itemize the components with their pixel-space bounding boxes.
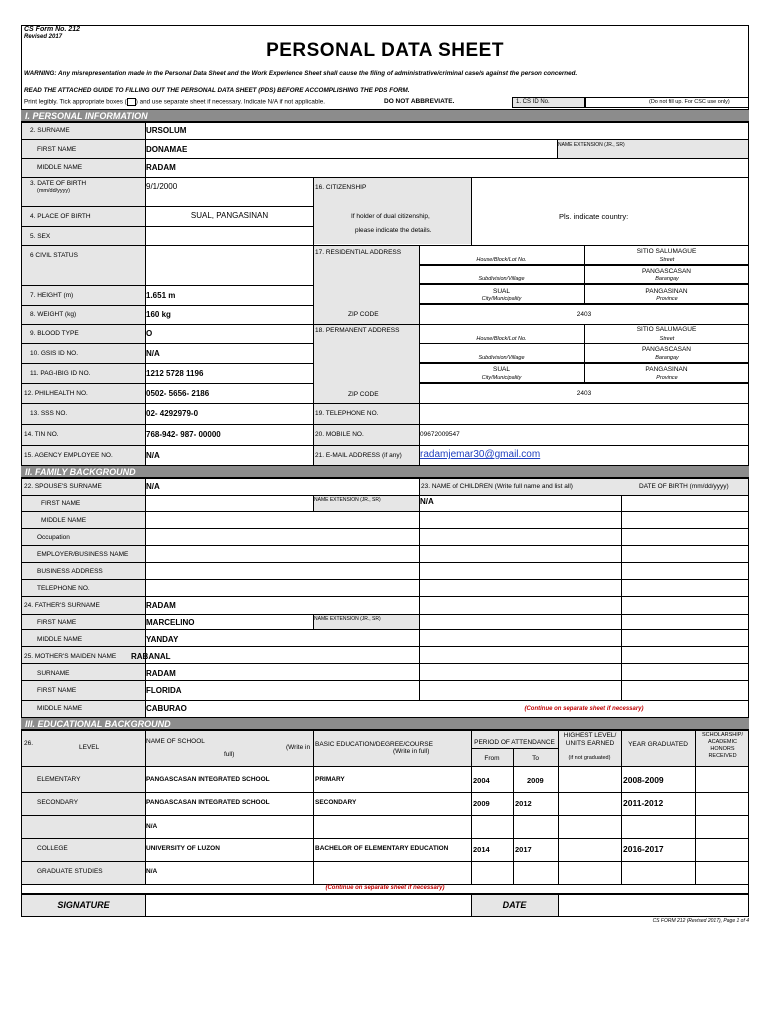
- perm-street-label: Street: [585, 336, 749, 344]
- res-province-value[interactable]: PANGASINAN: [645, 288, 688, 295]
- edu-school-write-b: full): [224, 751, 235, 758]
- spouse-ext-label: NAME EXTENSION (JR., SR): [314, 497, 381, 503]
- pob-label: 4. PLACE OF BIRTH: [30, 213, 91, 220]
- spouse-label: 22. SPOUSE'S SURNAME: [24, 483, 102, 490]
- mother-maiden-value[interactable]: RABANAL: [131, 652, 171, 661]
- surname-value[interactable]: URSOLUM: [146, 126, 187, 135]
- edu-school-label: NAME OF SCHOOL: [146, 738, 205, 745]
- edu-row-to[interactable]: 2012: [515, 799, 532, 808]
- sss-label: 13. SSS NO.: [30, 410, 68, 417]
- weight-label: 8. WEIGHT (kg): [30, 311, 77, 318]
- edu-num: 26.: [24, 740, 34, 747]
- permanent-label: 18. PERMANENT ADDRESS: [315, 327, 400, 334]
- edu-row-level: SECONDARY: [37, 799, 79, 806]
- blood-value[interactable]: O: [146, 329, 153, 338]
- education-continue-note: (Continue on separate sheet if necessary): [325, 885, 445, 891]
- edu-row-course[interactable]: SECONDARY: [315, 799, 357, 806]
- business-address-label: BUSINESS ADDRESS: [37, 568, 103, 575]
- edu-row-level: COLLEGE: [37, 845, 68, 852]
- residential-label: 17. RESIDENTIAL ADDRESS: [315, 249, 402, 256]
- edu-row-from[interactable]: 2009: [473, 799, 490, 808]
- philhealth-value[interactable]: 0502- 5656- 2186: [146, 389, 210, 398]
- sex-label: 5. SEX: [30, 233, 51, 240]
- edu-row-school[interactable]: N/A: [146, 823, 158, 830]
- print-note-a: Print legibly. Tick appropriate boxes (: [24, 98, 127, 106]
- street-label: Street: [585, 257, 749, 265]
- spouse-middle-label: MIDDLE NAME: [41, 517, 87, 524]
- mobile-value[interactable]: 09672009547: [420, 431, 460, 438]
- edu-school-write-a: (Write in: [286, 744, 311, 751]
- weight-value[interactable]: 160 kg: [146, 310, 171, 319]
- first-name-label: FIRST NAME: [37, 146, 77, 153]
- pls-indicate-country: Pls. indicate country:: [559, 212, 629, 221]
- edu-row-school[interactable]: PANGASCASAN INTEGRATED SCHOOL: [146, 799, 270, 806]
- father-first-label: FIRST NAME: [37, 619, 77, 626]
- edu-row-school[interactable]: UNIVERSITY OF LUZON: [146, 845, 220, 852]
- mother-first-value[interactable]: FLORIDA: [146, 686, 182, 695]
- perm-subdivision-label: Subdivision/Village: [419, 355, 584, 363]
- edu-row-year[interactable]: 2008-2009: [623, 775, 664, 785]
- edu-course-label: BASIC EDUCATION/DEGREE/COURSE: [315, 741, 433, 748]
- edu-row-course[interactable]: PRIMARY: [315, 776, 345, 783]
- father-middle-label: MIDDLE NAME: [37, 636, 83, 643]
- section-personal-bar: I. PERSONAL INFORMATION: [21, 109, 749, 122]
- surname-label: 2. SURNAME: [30, 127, 70, 134]
- perm-province-label: Province: [585, 375, 749, 383]
- form-revised: Revised 2017: [24, 34, 63, 40]
- edu-row-level: ELEMENTARY: [37, 776, 81, 783]
- guide-text: READ THE ATTACHED GUIDE TO FILLING OUT THE PERSONAL DATA SHEET (PDS) BEFORE ACCOMPLISHING THE PDS FORM.: [24, 87, 410, 94]
- page-footer: CS FORM 212 (Revised 2017), Page 1 of 4: [652, 918, 749, 924]
- province-label: Province: [585, 296, 749, 304]
- dual-citizenship-b: please indicate the details.: [355, 227, 432, 234]
- signature-label: SIGNATURE: [57, 900, 110, 910]
- civil-status-label: 6 CIVIL STATUS: [30, 252, 78, 259]
- edu-row-school[interactable]: PANGASCASAN INTEGRATED SCHOOL: [146, 776, 270, 783]
- philhealth-label: 12. PHILHEALTH NO.: [24, 390, 88, 397]
- pob-value[interactable]: SUAL, PANGASINAN: [190, 211, 269, 220]
- edu-year-label: YEAR GRADUATED: [628, 741, 688, 748]
- sss-value[interactable]: 02- 4292979-0: [146, 409, 199, 418]
- mother-middle-label: MIDDLE NAME: [37, 705, 83, 712]
- mobile-label: 20. MOBILE NO.: [315, 431, 364, 438]
- date-label: DATE: [502, 900, 527, 910]
- children-dob-label: DATE OF BIRTH (mm/dd/yyyy): [639, 483, 729, 490]
- father-first-value[interactable]: MARCELINO: [146, 618, 195, 627]
- cs-id-note: (Do not fill up. For CSC use only): [649, 99, 730, 105]
- res-zip-label: ZIP CODE: [348, 311, 379, 318]
- spouse-value[interactable]: N/A: [146, 482, 160, 491]
- res-street-value[interactable]: SITIO SALUMAGUE: [636, 248, 697, 255]
- father-surname-value[interactable]: RADAM: [146, 601, 176, 610]
- edu-to-label: To: [532, 755, 539, 762]
- perm-barangay-label: Barangay: [585, 355, 749, 363]
- edu-level-label: LEVEL: [79, 744, 100, 751]
- spouse-first-label: FIRST NAME: [41, 500, 81, 507]
- perm-city-value[interactable]: SUAL: [493, 366, 510, 373]
- city-label: City/Municipality: [419, 296, 584, 304]
- edu-period-label: PERIOD OF ATTENDANCE: [474, 739, 555, 746]
- employer-label: EMPLOYER/BUSINESS NAME: [37, 551, 129, 558]
- mother-first-label: FIRST NAME: [37, 687, 77, 694]
- edu-row-school[interactable]: N/A: [146, 868, 158, 875]
- perm-province-value[interactable]: PANGASINAN: [645, 366, 688, 373]
- mother-label: 25. MOTHER'S MAIDEN NAME: [24, 653, 117, 660]
- perm-zip-label: ZIP CODE: [348, 391, 379, 398]
- name-ext-label: NAME EXTENSION (JR., SR): [558, 142, 625, 148]
- edu-course-write: (Write in full): [393, 748, 430, 755]
- family-continue-note: (Continue on separate sheet if necessary): [524, 706, 644, 712]
- warning-text: WARNING: Any misrepresentation made in the Personal Data Sheet and the Work Experience Sheet shall cause the filing of administrative/criminal case/s against the person concerned.: [24, 70, 578, 77]
- barangay-label: Barangay: [585, 276, 749, 284]
- edu-honors-label: SCHOLARSHIP/ ACADEMIC HONORS RECEIVED: [702, 732, 743, 759]
- middle-name-value[interactable]: RADAM: [146, 163, 176, 172]
- section-family-bar: II. FAMILY BACKGROUND: [21, 465, 749, 478]
- edu-row-year[interactable]: 2011-2012: [623, 798, 664, 808]
- edu-highest-sub: (if not graduated): [568, 755, 611, 761]
- edu-row-level: GRADUATE STUDIES: [37, 868, 103, 875]
- subdivision-label: Subdivision/Village: [419, 276, 584, 284]
- section-education-bar: III. EDUCATIONAL BACKGROUND: [21, 717, 749, 730]
- edu-from-label: From: [484, 755, 500, 762]
- house-label: House/Block/Lot No.: [419, 257, 584, 265]
- agency-label: 15. AGENCY EMPLOYEE NO.: [24, 452, 113, 459]
- dual-citizenship-a: If holder of dual citizenship,: [351, 213, 430, 220]
- perm-zip-value[interactable]: 2403: [576, 390, 592, 397]
- edu-row-from[interactable]: 2004: [473, 776, 490, 785]
- perm-barangay-value[interactable]: PANGASCASAN: [641, 346, 691, 353]
- mother-middle-value[interactable]: CABURAO: [146, 704, 187, 713]
- cs-id-label: 1. CS ID No.: [516, 99, 550, 105]
- first-name-value[interactable]: DONAMAE: [146, 145, 188, 154]
- mother-surname-value[interactable]: RADAM: [146, 669, 176, 678]
- occupation-label: Occupation: [37, 534, 70, 541]
- res-barangay-value[interactable]: PANGASCASAN: [641, 268, 691, 275]
- perm-street-value[interactable]: SITIO SALUMAGUE: [636, 326, 697, 333]
- dob-value[interactable]: 9/1/2000: [146, 182, 178, 191]
- blood-label: 9. BLOOD TYPE: [30, 330, 79, 337]
- height-value[interactable]: 1.651 m: [146, 291, 176, 300]
- edu-highest-label: HIGHEST LEVEL/ UNITS EARNED: [563, 732, 617, 747]
- children-first-value[interactable]: N/A: [420, 497, 434, 506]
- dob-format: (mm/dd/yyyy): [37, 188, 70, 194]
- edu-row-to[interactable]: 2009: [527, 776, 544, 785]
- children-label: 23. NAME of CHILDREN (Write full name and list all): [421, 483, 573, 490]
- no-abbreviate: DO NOT ABBREVIATE.: [384, 98, 455, 105]
- edu-row-to[interactable]: 2017: [515, 845, 532, 854]
- family-label-col: [22, 479, 145, 717]
- email-label: 21. E-MAIL ADDRESS (if any): [315, 452, 402, 459]
- tin-value[interactable]: 768-942- 987- 00000: [146, 430, 221, 439]
- perm-city-label: City/Municipality: [419, 375, 584, 383]
- print-note: [24, 98, 325, 106]
- perm-house-label: House/Block/Lot No.: [419, 336, 584, 344]
- spouse-telephone-label: TELEPHONE NO.: [37, 585, 90, 592]
- dob-label: 3. DATE OF BIRTH: [30, 180, 87, 187]
- email-value[interactable]: radamjemar30@gmail.com: [420, 449, 541, 460]
- mother-surname-label: SURNAME: [37, 670, 70, 677]
- gsis-label: 10. GSIS ID NO.: [30, 350, 79, 357]
- res-zip-value[interactable]: 2403: [576, 311, 592, 318]
- height-label: 7. HEIGHT (m): [30, 292, 74, 299]
- citizenship-label: 16. CITIZENSHIP: [315, 184, 367, 191]
- edu-row-course[interactable]: BACHELOR OF ELEMENTARY EDUCATION: [315, 845, 449, 852]
- pagibig-label: 11. PAG-IBIG ID NO.: [30, 370, 91, 377]
- father-ext-label: NAME EXTENSION (JR., SR): [314, 616, 381, 622]
- page-title: PERSONAL DATA SHEET: [266, 40, 504, 61]
- gsis-value[interactable]: N/A: [146, 349, 160, 358]
- middle-name-label: MIDDLE NAME: [37, 164, 83, 171]
- res-city-value[interactable]: SUAL: [493, 288, 510, 295]
- telephone-label: 19. TELEPHONE NO.: [315, 410, 379, 417]
- father-label: 24. FATHER'S SURNAME: [24, 602, 100, 609]
- tick-box-sample: [127, 98, 136, 106]
- edu-row-year[interactable]: 2016-2017: [623, 844, 664, 854]
- pagibig-value[interactable]: 1212 5728 1196: [146, 369, 204, 378]
- form-number: CS Form No. 212: [24, 26, 81, 33]
- print-note-b: ) and use separate sheet if necessary. Indicate N/A if not applicable.: [135, 98, 326, 106]
- edu-row-from[interactable]: 2014: [473, 845, 490, 854]
- father-middle-value[interactable]: YANDAY: [146, 635, 179, 644]
- agency-value[interactable]: N/A: [146, 451, 160, 460]
- signature-field[interactable]: [146, 895, 471, 916]
- date-field[interactable]: [559, 895, 748, 916]
- tin-label: 14. TIN NO.: [24, 431, 59, 438]
